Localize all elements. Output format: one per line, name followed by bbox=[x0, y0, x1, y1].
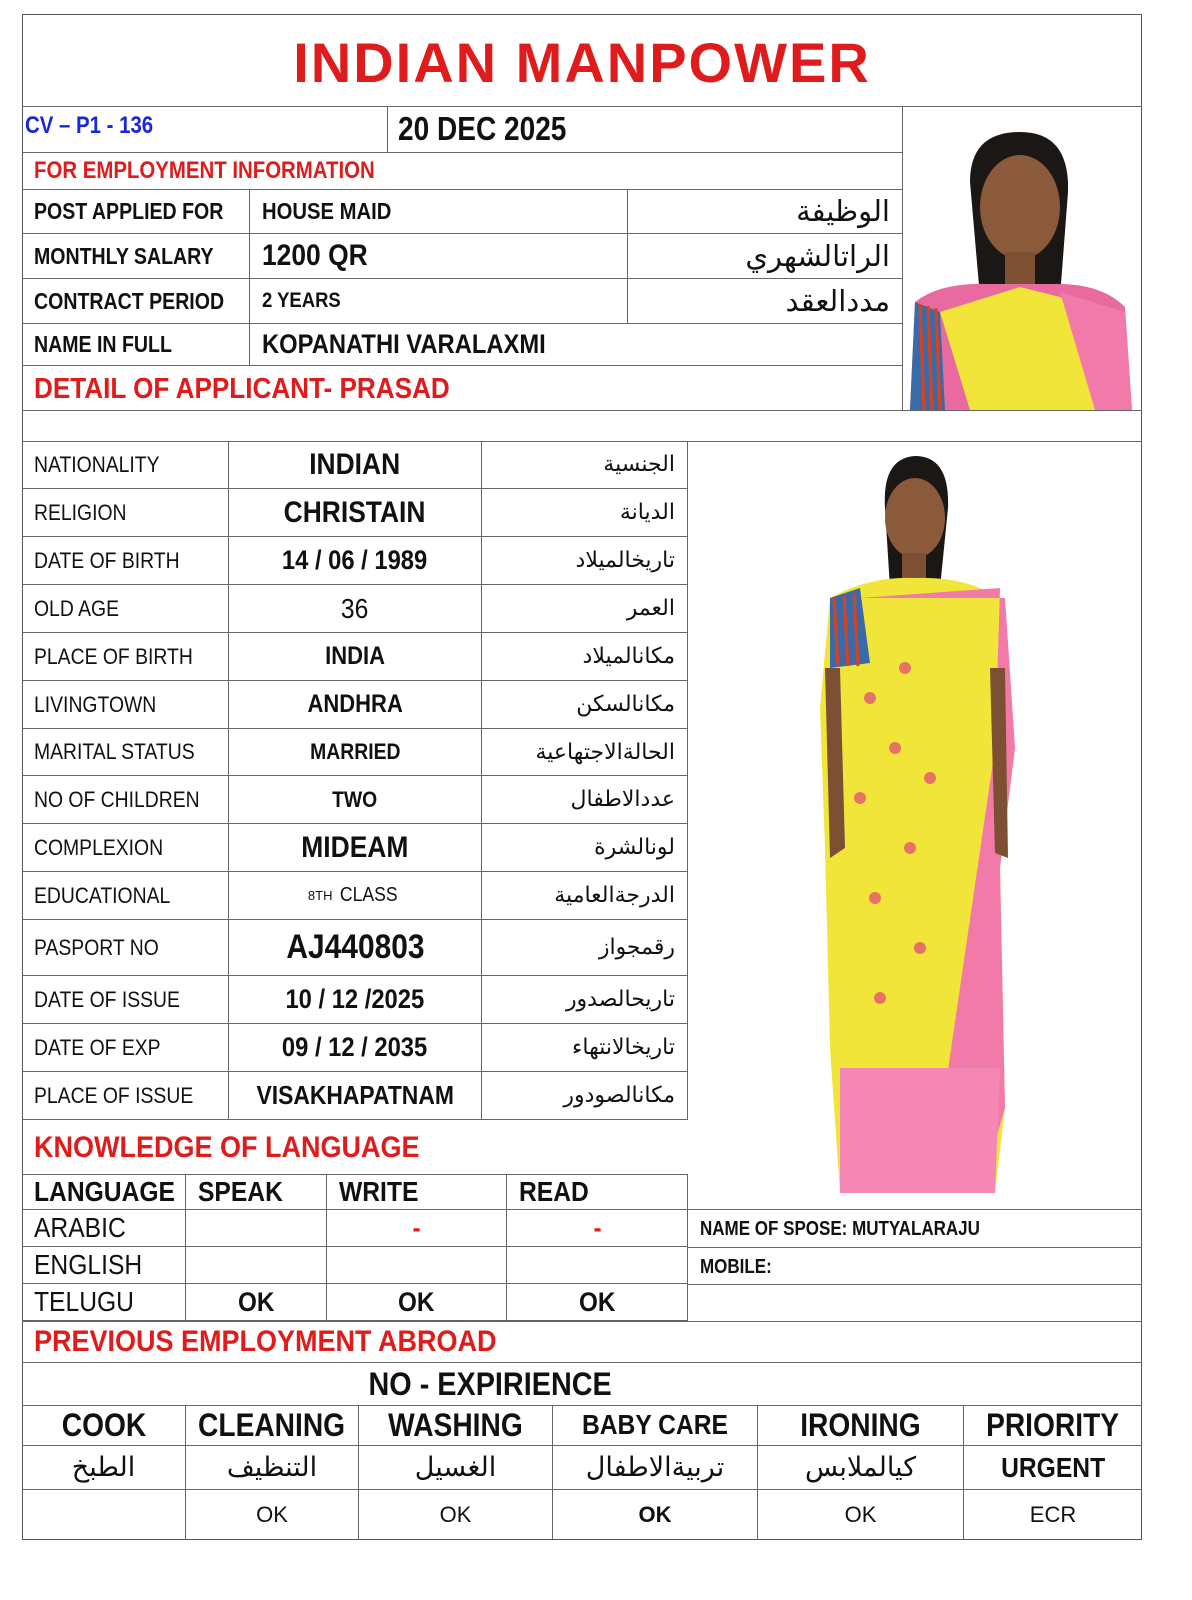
skill-arabic-name: الغسيل bbox=[359, 1446, 553, 1490]
detail-value: 10 / 12 /2025 bbox=[229, 976, 482, 1024]
skill-status: OK bbox=[359, 1490, 553, 1540]
detail-label: MARITAL STATUS bbox=[22, 729, 229, 776]
detail-value: MARRIED bbox=[229, 729, 482, 776]
skill-arabic-name: كيالملابس bbox=[758, 1446, 964, 1490]
detail-label: DATE OF BIRTH bbox=[22, 537, 229, 585]
detail-value: 14 / 06 / 1989 bbox=[229, 537, 482, 585]
skill-status bbox=[22, 1490, 186, 1540]
detail-label: PLACE OF BIRTH bbox=[22, 633, 229, 681]
detail-label: RELIGION bbox=[22, 489, 229, 537]
language-header-cell: LANGUAGE bbox=[22, 1174, 186, 1210]
cv-code: CV – P1 - 136 bbox=[25, 112, 154, 139]
skill-name: BABY CARE bbox=[553, 1405, 758, 1446]
language-name: ENGLISH bbox=[22, 1247, 186, 1284]
mobile-label: MOBILE: bbox=[700, 1256, 772, 1278]
detail-label: PASPORT NO bbox=[22, 920, 229, 976]
language-section-heading: KNOWLEDGE OF LANGUAGE bbox=[34, 1131, 420, 1164]
employment-value: 2 YEARS bbox=[250, 279, 628, 324]
employment-label: NAME IN FULL bbox=[22, 324, 250, 366]
language-speak-cell: OK bbox=[186, 1284, 327, 1321]
language-write-cell bbox=[327, 1247, 507, 1284]
applicant-portrait-photo bbox=[910, 112, 1132, 410]
detail-arabic-label: مكانالميلاد bbox=[482, 633, 688, 681]
skill-status: OK bbox=[553, 1490, 758, 1540]
detail-label: LIVINGTOWN bbox=[22, 681, 229, 729]
skill-name: WASHING bbox=[359, 1405, 553, 1446]
detail-label: NATIONALITY bbox=[22, 441, 229, 489]
detail-label: OLD AGE bbox=[22, 585, 229, 633]
detail-value: AJ440803 bbox=[229, 920, 482, 976]
employment-value: HOUSE MAID bbox=[250, 189, 628, 234]
spouse-name: NAME OF SPOSE: MUTYALARAJU bbox=[700, 1218, 980, 1240]
detail-value: 36 bbox=[229, 585, 482, 633]
language-name: ARABIC bbox=[22, 1210, 186, 1247]
employment-value: 1200 QR bbox=[250, 234, 628, 279]
employment-arabic-label: الوظيفة bbox=[628, 189, 902, 234]
employment-arabic-label: الراتالشهري bbox=[628, 234, 902, 279]
language-read-cell: OK bbox=[507, 1284, 688, 1321]
detail-value: INDIAN bbox=[229, 441, 482, 489]
detail-arabic-label: لونالشرة bbox=[482, 824, 688, 872]
applicant-full-photo bbox=[800, 448, 1020, 1204]
language-header-cell: SPEAK bbox=[186, 1174, 327, 1210]
detail-arabic-label: الدرجةالعامية bbox=[482, 872, 688, 920]
cv-date: 20 DEC 2025 bbox=[398, 110, 567, 147]
detail-arabic-label: عددالاطفال bbox=[482, 776, 688, 824]
employment-arabic-label: مددالعقد bbox=[628, 279, 902, 324]
skill-name: COOK bbox=[22, 1405, 186, 1446]
detail-arabic-label: الديانة bbox=[482, 489, 688, 537]
language-write-cell: - bbox=[327, 1210, 507, 1247]
skill-name: CLEANING bbox=[186, 1405, 359, 1446]
detail-value-superscript: 8TH bbox=[307, 888, 333, 903]
employment-label: MONTHLY SALARY bbox=[22, 234, 250, 279]
detail-value: VISAKHAPATNAM bbox=[229, 1072, 482, 1120]
detail-label: PLACE OF ISSUE bbox=[22, 1072, 229, 1120]
language-header-cell: READ bbox=[507, 1174, 688, 1210]
detail-arabic-label: مكانالسكن bbox=[482, 681, 688, 729]
detail-label: EDUCATIONAL bbox=[22, 872, 229, 920]
detail-value: MIDEAM bbox=[229, 824, 482, 872]
language-name: TELUGU bbox=[22, 1284, 186, 1321]
detail-arabic-label: رقمجواز bbox=[482, 920, 688, 976]
detail-arabic-label: العمر bbox=[482, 585, 688, 633]
employment-label: POST APPLIED FOR bbox=[22, 189, 250, 234]
skill-arabic-name: تربيةالاطفال bbox=[553, 1446, 758, 1490]
detail-label: COMPLEXION bbox=[22, 824, 229, 872]
detail-label: DATE OF EXP bbox=[22, 1024, 229, 1072]
skill-status: ECR bbox=[1029, 1502, 1077, 1527]
detail-arabic-label: تاريخالانتهاء bbox=[482, 1024, 688, 1072]
detail-arabic-label: تاريخالميلاد bbox=[482, 537, 688, 585]
detail-value: 8TH CLASS bbox=[229, 872, 482, 920]
language-read-cell bbox=[507, 1247, 688, 1284]
detail-arabic-label: الجنسية bbox=[482, 441, 688, 489]
experience-status: NO - EXPIRIENCE bbox=[368, 1366, 612, 1402]
employment-label: CONTRACT PERIOD bbox=[22, 279, 250, 324]
skill-status: OK bbox=[758, 1490, 964, 1540]
skill-arabic-name: الطبخ bbox=[22, 1446, 186, 1490]
detail-value: INDIA bbox=[229, 633, 482, 681]
skill-name: PRIORITY bbox=[964, 1405, 1142, 1446]
language-header-cell: WRITE bbox=[327, 1174, 507, 1210]
applicant-section-heading: DETAIL OF APPLICANT- PRASAD bbox=[34, 373, 450, 405]
language-read-cell: - bbox=[507, 1210, 688, 1247]
detail-value: 09 / 12 / 2035 bbox=[229, 1024, 482, 1072]
detail-arabic-label: الحالةالاجتهاعية bbox=[482, 729, 688, 776]
detail-value: CHRISTAIN bbox=[229, 489, 482, 537]
page-title: INDIAN MANPOWER bbox=[293, 31, 871, 94]
detail-value: ANDHRA bbox=[229, 681, 482, 729]
language-speak-cell bbox=[186, 1210, 327, 1247]
language-speak-cell bbox=[186, 1247, 327, 1284]
employment-value: KOPANATHI VARALAXMI bbox=[250, 324, 902, 366]
skill-name: IRONING bbox=[758, 1405, 964, 1446]
skill-arabic-name: URGENT bbox=[964, 1446, 1142, 1490]
detail-arabic-label: تاريحالصدور bbox=[482, 976, 688, 1024]
detail-label: DATE OF ISSUE bbox=[22, 976, 229, 1024]
detail-label: NO OF CHILDREN bbox=[22, 776, 229, 824]
language-write-cell: OK bbox=[327, 1284, 507, 1321]
previous-employment-heading: PREVIOUS EMPLOYMENT ABROAD bbox=[34, 1325, 497, 1358]
skill-status: OK bbox=[186, 1490, 359, 1540]
detail-arabic-label: مكانالصودور bbox=[482, 1072, 688, 1120]
employment-section-heading: FOR EMPLOYMENT INFORMATION bbox=[34, 157, 375, 184]
skill-arabic-name: التنظيف bbox=[186, 1446, 359, 1490]
detail-value: TWO bbox=[229, 776, 482, 824]
